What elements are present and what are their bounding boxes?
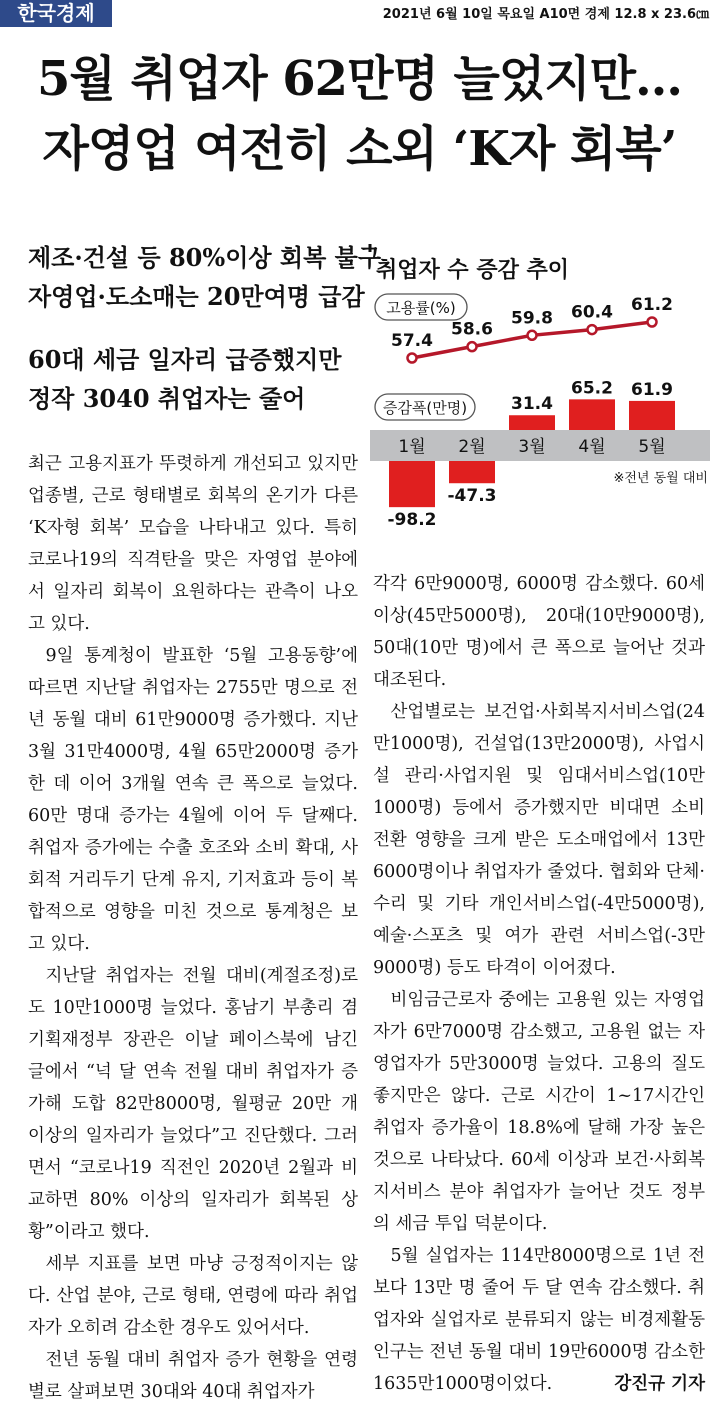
subheadline-1-line-1: 제조·건설 등 80%이상 회복 불구 [28,243,382,272]
employment-change-value: 65.2 [571,378,613,399]
month-label: 2월 [458,437,486,457]
month-label: 3월 [518,437,546,457]
month-label: 1월 [398,437,426,457]
employment-rate-value: 57.4 [391,331,433,351]
employment-change-value: -98.2 [387,510,437,531]
employment-change-bar [389,461,435,507]
employment-rate-point [648,318,657,327]
month-label: 4월 [578,437,606,457]
subheadline-1-line-2: 자영업·도소매는 20만여명 급감 [28,282,365,311]
employment-rate-legend: 고용률(%) [386,299,456,317]
month-label: 5월 [638,437,666,457]
chart-note: ※전년 동월 대비 [613,471,708,486]
article-paragraph: 전년 동월 대비 취업자 증가 현황을 연령별로 살펴보면 30대와 40대 취업자가 [28,1350,358,1402]
article-paragraph: 최근 고용지표가 뚜렷하게 개선되고 있지만 업종별, 근로 형태별로 회복의 온기가 다른 ‘K자형 회복’ 모습을 나타내고 있다. 특히 코로나19의 직격탄을 맞은 자영업 분야에서 일자리 회복이 요원하다는 관측이 나오고 있다. [28,454,358,634]
article-paragraph [373,1240,705,1400]
employment-chart [370,240,710,531]
article-paragraph: 각각 6만9000명, 6000명 감소했다. 60세 이상(45만5000명), 20대(10만9000명), 50대(10만 명)에서 큰 폭으로 늘어난 것과 대조된다. [373,574,705,690]
employment-rate-point [408,354,417,363]
byline: 강진규 기자 [614,1374,705,1394]
article-paragraph: 세부 지표를 보면 마냥 긍정적이지는 않다. 산업 분야, 근로 형태, 연령에 따라 취업자가 오히려 감소한 경우도 있어서다. [28,1254,358,1338]
employment-change-value: -47.3 [447,486,497,507]
subheadline-1 [28,238,382,316]
employment-rate-value: 59.8 [511,308,553,329]
headline-line-1: 5월 취업자 62만명 늘었지만… [36,51,682,107]
employment-rate-point [588,325,597,334]
chart-canvas [370,240,710,531]
article-column-left [28,448,358,1408]
article-paragraph-text: 5월 실업자는 114만8000명으로 1년 전보다 13만 명 줄어 두 달 연속 감소했다. 취업자와 실업자로 분류되지 않는 비경제활동인구는 전년 동월 대비 19만6000명 감소한 1635만1000명이었다. [373,1246,705,1394]
employment-change-value: 61.9 [631,379,673,400]
chart-title: 취업자 수 증감 추이 [376,258,569,283]
publication-info: 2021년 6월 10일 목요일 A10면 경제 12.8 x 23.6㎝ [382,7,709,22]
headline-line-2: 자영업 여전히 소외 ‘K자 회복’ [42,121,677,177]
subheadline-2-line-2: 정작 3040 취업자는 줄어 [28,384,306,413]
article-paragraph: 산업별로는 보건업·사회복지서비스업(24만1000명), 건설업(13만2000명), 사업시설 관리·사업지원 및 임대서비스업(10만1000명) 등에서 증가했지만 비대면 소비 전환 영향을 크게 받은 도소매업에서 13만6000명이나 취업자가 줄었다. 협회와 단체·수리 및 기타 개인서비스업(-4만5000명), 예술·스포츠 및 여가 관련 서비스업(-3만9000명) 등도 타격이 이어졌다. [373,702,705,978]
newspaper-masthead: 한국경제 [0,0,112,27]
employment-rate-value: 58.6 [451,319,493,340]
employment-rate-point [468,342,477,351]
employment-rate-point [528,331,537,340]
subheadline-2 [28,340,368,418]
employment-change-bar [449,461,495,483]
subheadline-2-line-1: 60대 세금 일자리 급증했지만 [28,345,342,374]
employment-rate-value: 61.2 [631,295,673,315]
article-column-right [373,568,705,1400]
employment-change-bar [629,401,675,430]
article-paragraph: 9일 통계청이 발표한 ‘5월 고용동향’에 따르면 지난달 취업자는 2755만 명으로 전년 동월 대비 61만9000명 증가했다. 지난 3월 31만4000명, 4월 65만2000명 증가한 데 이어 3개월 연속 큰 폭으로 늘었다. 60만 명대 증가는 4월에 이어 두 달째다. 취업자 증가에는 수출 호조와 소비 확대, 사회적 거리두기 단계 유지, 기저효과 등이 복합적으로 영향을 미친 것으로 통계청은 보고 있다. [28,646,358,954]
change-legend: 증감폭(만명) [382,399,468,417]
employment-rate-value: 60.4 [571,302,613,323]
article-paragraph: 지난달 취업자는 전월 대비(계절조정)로도 10만1000명 늘었다. 홍남기 부총리 겸 기획재정부 장관은 이날 페이스북에 남긴 글에서 “넉 달 연속 전월 대비 취업자가 증가해 도합 82만8000명, 월평균 20만 개 이상의 일자리가 늘었다”고 진단했다. 그러면서 “코로나19 직전인 2020년 2월과 비교하면 80% 이상의 일자리가 회복된 상황”이라고 했다. [28,966,358,1242]
employment-change-bar [569,399,615,430]
employment-change-value: 31.4 [511,394,553,415]
article-paragraph: 비임금근로자 중에는 고용원 있는 자영업자가 6만7000명 감소했고, 고용원 없는 자영업자가 5만3000명 늘었다. 고용의 질도 좋지만은 않다. 근로 시간이 1~17시간인 취업자 증가율이 18.8%에 달해 가장 높은 것으로 나타났다. 60세 이상과 보건·사회복지서비스 분야 취업자가 늘어난 것도 정부의 세금 투입 덕분이다. [373,990,705,1234]
employment-change-bar [509,415,555,430]
